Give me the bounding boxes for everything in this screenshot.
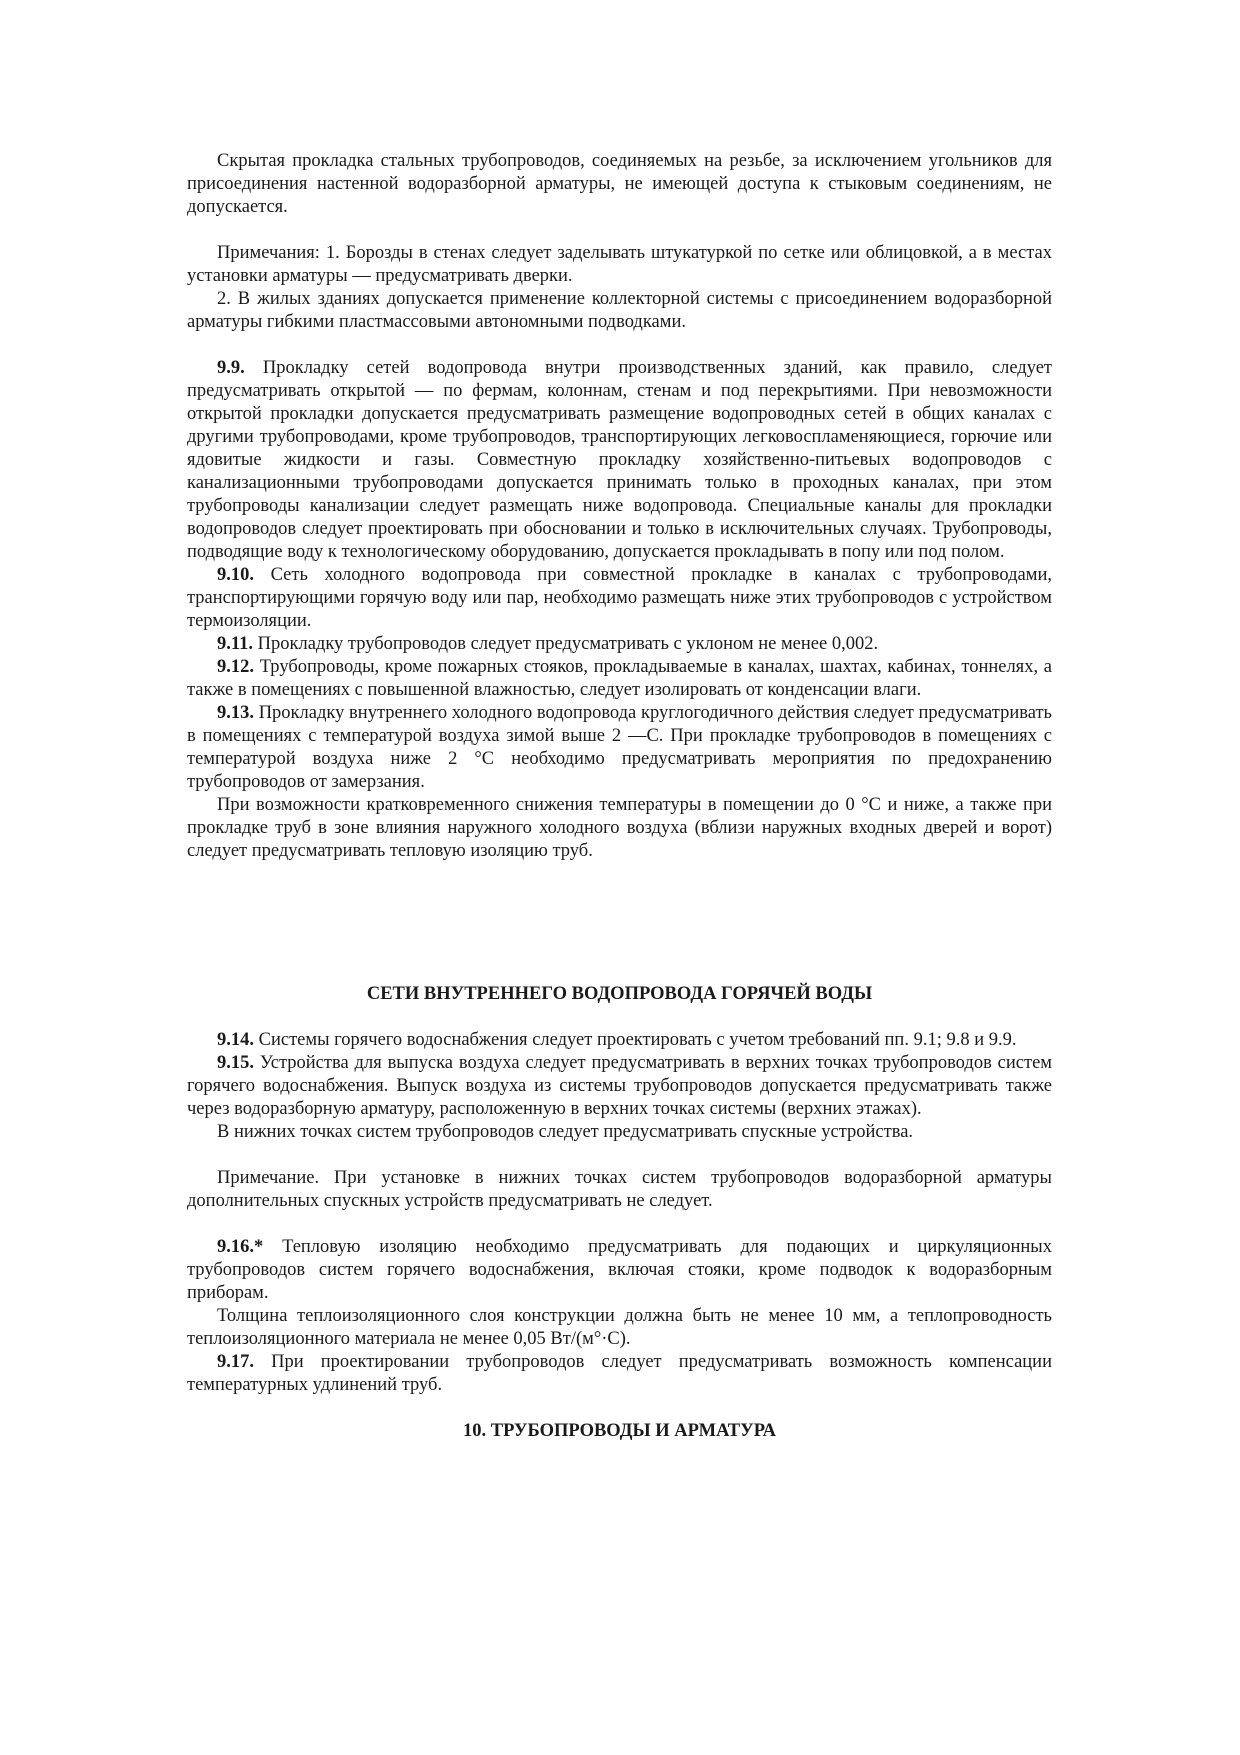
- note-3: Примечание. При установке в нижних точках систем трубопроводов водоразборной арматуры дополнительных спускных устройств предусматривать не следует.: [187, 1168, 1052, 1211]
- section-text: Сеть холодного водопровода при совместной прокладке в каналах с трубопроводами, транспортирующими горячую воду или пар, необходимо размещать ниже этих трубопроводов с устройством термоизоляции.: [187, 565, 1052, 631]
- section-number: 9.10.: [217, 565, 254, 585]
- section-9-11: [187, 633, 1052, 656]
- section-text: При проектировании трубопроводов следует предусматривать возможность компенсации температурных удлинений труб.: [187, 1352, 1052, 1395]
- section-number: 9.17.: [217, 1352, 254, 1372]
- section-text: Системы горячего водоснабжения следует проектировать с учетом требований пп. 9.1; 9.8 и 9.9.: [254, 1030, 1017, 1050]
- section-9-12: [187, 656, 1052, 702]
- paragraph-drain-devices: В нижних точках систем трубопроводов следует предусматривать спускные устройства.: [217, 1122, 914, 1142]
- section-9-13: [187, 702, 1052, 794]
- section-9-9: [187, 357, 1052, 564]
- paragraph-hidden-laying: Скрытая прокладка стальных трубопроводов, соединяемых на резьбе, за исключением угольников для присоединения настенной водоразборной арматуры, не имеющей доступа к стыковым соединениям, не допускается.: [187, 151, 1052, 217]
- section-number: 9.15.: [217, 1053, 254, 1073]
- section-9-17: [187, 1351, 1052, 1397]
- section-text: Прокладку сетей водопровода внутри производственных зданий, как правило, следует предусматривать открытой — по фермам, колоннам, стенам и под перекрытиями. При невозможности открытой прокладки допускается предусматривать размещение водопроводных сетей в общих каналах с другими трубопроводами, кроме трубопроводов, транспортирующих легковоспламеняющиеся, горючие или ядовитые жидкости и газы. Совместную прокладку хозяйственно-питьевых водопроводов с канализационными трубопроводами допускается принимать только в проходных каналах, при этом трубопроводы канализации следует размещать ниже водопровода. Специальные каналы для прокладки водопроводов следует проектировать при обосновании и только в исключительных случаях. Трубопроводы, подводящие воду к технологическому оборудованию, допускается прокладывать в попу или под полом.: [187, 358, 1052, 562]
- section-number: 9.12.: [217, 657, 254, 677]
- section-number: 9.9.: [217, 358, 245, 378]
- paragraph-insulation-thickness: Толщина теплоизоляционного слоя конструкции должна быть не менее 10 мм, а теплопроводность теплоизоляционного материала не менее 0,05 Вт/(м°·С).: [187, 1306, 1052, 1349]
- note-1: Примечания: 1. Борозды в стенах следует заделывать штукатуркой по сетке или облицовкой, а в местах установки арматуры — предусматривать дверки.: [187, 243, 1052, 286]
- section-text: Прокладку внутреннего холодного водопровода круглогодичного действия следует предусматривать в помещениях с температурой воздуха зимой выше 2 —С. При прокладке трубопроводов в помещениях с температурой воздуха ниже 2 °С необходимо предусматривать мероприятия по предохранению трубопроводов от замерзания.: [187, 703, 1052, 792]
- section-9-16: [187, 1236, 1052, 1305]
- section-9-15: [187, 1052, 1052, 1121]
- section-text: Прокладку трубопроводов следует предусматривать с уклоном не менее 0,002.: [252, 634, 879, 654]
- section-9-10: [187, 564, 1052, 633]
- section-text: Тепловую изоляцию необходимо предусматривать для подающих и циркуляционных трубопроводов систем горячего водоснабжения, включая стояки, кроме подводок к водоразборным приборам.: [187, 1237, 1052, 1303]
- section-heading-pipelines: 10. ТРУБОПРОВОДЫ И АРМАТУРА: [462, 1421, 777, 1441]
- section-text: Трубопроводы, кроме пожарных стояков, прокладываемые в каналах, шахтах, кабинах, тоннелях, а также в помещениях с повышенной влажностью, следует изолировать от конденсации влаги.: [187, 657, 1052, 700]
- section-number: 9.13.: [217, 703, 254, 723]
- paragraph-temperature-drop: При возможности кратковременного снижения температуры в помещении до 0 °С и ниже, а также при прокладке труб в зоне влияния наружного холодного воздуха (вблизи наружных входных дверей и ворот) следует предусматривать тепловую изоляцию труб.: [187, 795, 1052, 861]
- section-number: 9.16.*: [217, 1237, 264, 1257]
- section-number: 9.14.: [217, 1030, 254, 1050]
- section-9-14: [187, 1029, 1052, 1052]
- note-2: 2. В жилых зданиях допускается применение коллекторной системы с присоединением водоразборной арматуры гибкими пластмассовыми автономными подводками.: [187, 289, 1052, 332]
- section-number: 9.11.: [217, 634, 253, 654]
- section-text: Устройства для выпуска воздуха следует предусматривать в верхних точках трубопроводов систем горячего водоснабжения. Выпуск воздуха из системы трубопроводов допускается предусматривать также через водоразборную арматуру, расположенную в верхних точках системы (верхних этажах).: [187, 1053, 1052, 1119]
- document-page: [187, 150, 1052, 1443]
- section-heading-hot-water: СЕТИ ВНУТРЕННЕГО ВОДОПРОВОДА ГОРЯЧЕЙ ВОДЫ: [366, 984, 873, 1004]
